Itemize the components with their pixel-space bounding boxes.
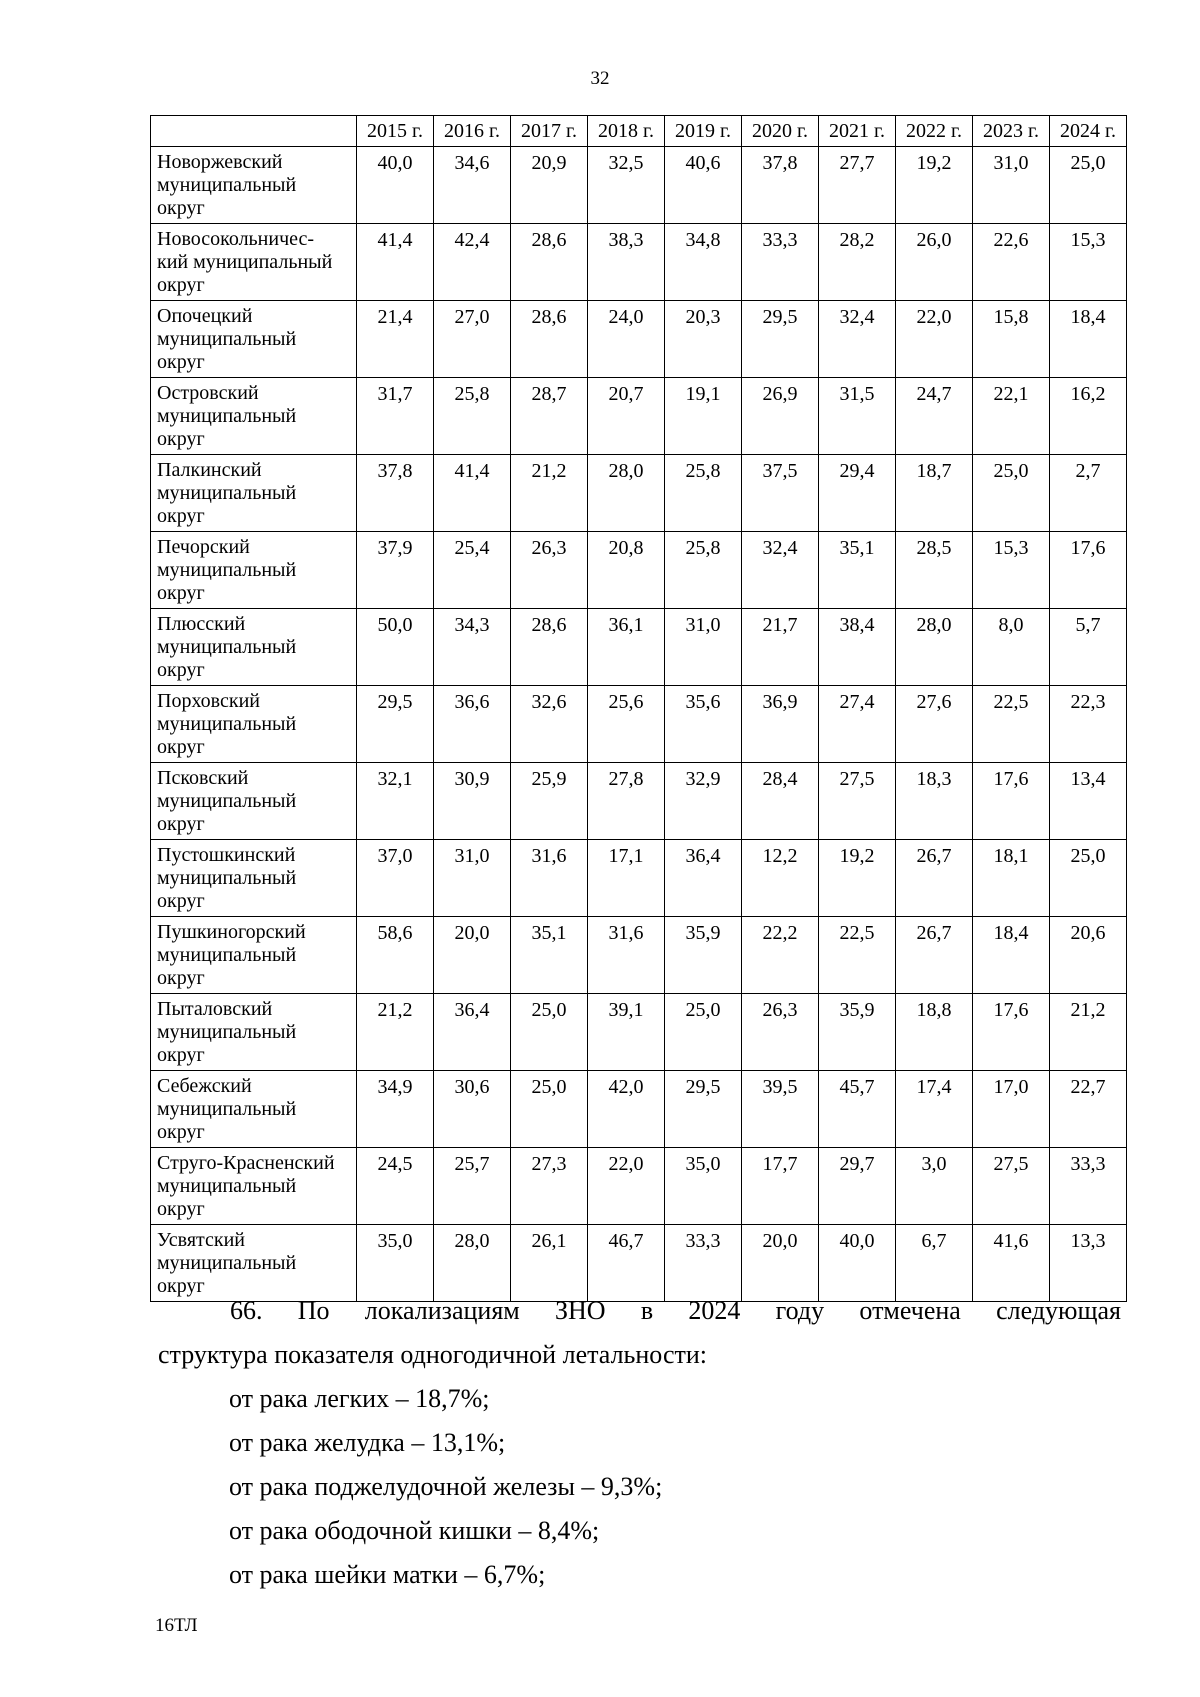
value-cell: 20,6 [1050,917,1127,994]
paragraph-66 [158,1289,1121,1377]
value-cell: 18,8 [896,994,973,1071]
value-cell: 35,9 [819,994,896,1071]
value-cell: 20,3 [665,301,742,378]
value-cell: 58,6 [357,917,434,994]
value-cell: 32,6 [511,686,588,763]
district-name-cell: Порховский муниципальный округ [151,686,357,763]
value-cell: 19,2 [896,147,973,224]
value-cell: 27,7 [819,147,896,224]
value-cell: 36,6 [434,686,511,763]
value-cell: 40,0 [819,1225,896,1302]
value-cell: 6,7 [896,1225,973,1302]
document-code: 16ТЛ [155,1615,198,1636]
header-cell: 2015 г. [357,116,434,147]
value-cell: 41,6 [973,1225,1050,1302]
value-cell: 26,1 [511,1225,588,1302]
value-cell: 12,2 [742,840,819,917]
value-cell: 21,4 [357,301,434,378]
value-cell: 28,5 [896,532,973,609]
value-cell: 37,5 [742,455,819,532]
value-cell: 41,4 [434,455,511,532]
value-cell: 20,7 [588,378,665,455]
header-cell: 2019 г. [665,116,742,147]
value-cell: 26,0 [896,224,973,301]
value-cell: 34,6 [434,147,511,224]
value-cell: 37,8 [742,147,819,224]
value-cell: 25,8 [665,532,742,609]
value-cell: 22,5 [819,917,896,994]
value-cell: 35,6 [665,686,742,763]
value-cell: 45,7 [819,1071,896,1148]
value-cell: 37,9 [357,532,434,609]
value-cell: 15,3 [973,532,1050,609]
value-cell: 21,2 [357,994,434,1071]
value-cell: 25,0 [511,994,588,1071]
value-cell: 13,3 [1050,1225,1127,1302]
value-cell: 35,1 [819,532,896,609]
value-cell: 26,9 [742,378,819,455]
value-cell: 31,5 [819,378,896,455]
table-row [151,1071,1127,1148]
value-cell: 20,8 [588,532,665,609]
district-name-cell: Пустошкинский муниципальный округ [151,840,357,917]
value-cell: 13,4 [1050,763,1127,840]
value-cell: 31,6 [588,917,665,994]
value-cell: 22,7 [1050,1071,1127,1148]
value-cell: 19,2 [819,840,896,917]
value-cell: 36,1 [588,609,665,686]
value-cell: 17,4 [896,1071,973,1148]
district-name-cell: Плюсский муниципальный округ [151,609,357,686]
list-item: от рака ободочной кишки – 8,4%; [229,1516,600,1545]
value-cell: 17,1 [588,840,665,917]
value-cell: 29,5 [742,301,819,378]
paragraph-line: 66. По локализациям ЗНО в 2024 году отмечена следующая [230,1296,1121,1325]
value-cell: 22,0 [588,1148,665,1225]
value-cell: 46,7 [588,1225,665,1302]
value-cell: 37,8 [357,455,434,532]
value-cell: 38,4 [819,609,896,686]
value-cell: 27,8 [588,763,665,840]
value-cell: 24,0 [588,301,665,378]
table-body [151,147,1127,1302]
list-item: от рака желудка – 13,1%; [229,1428,506,1457]
value-cell: 30,9 [434,763,511,840]
value-cell: 21,2 [511,455,588,532]
value-cell: 31,6 [511,840,588,917]
value-cell: 37,0 [357,840,434,917]
value-cell: 16,2 [1050,378,1127,455]
value-cell: 24,5 [357,1148,434,1225]
value-cell: 20,0 [434,917,511,994]
value-cell: 41,4 [357,224,434,301]
table-row [151,840,1127,917]
table-header-row [151,116,1127,147]
value-cell: 34,9 [357,1071,434,1148]
value-cell: 28,0 [434,1225,511,1302]
value-cell: 25,0 [665,994,742,1071]
value-cell: 28,2 [819,224,896,301]
value-cell: 2,7 [1050,455,1127,532]
value-cell: 29,5 [357,686,434,763]
value-cell: 18,4 [1050,301,1127,378]
district-name-cell: Пыталовский муниципальный округ [151,994,357,1071]
table-row [151,455,1127,532]
page-number: 32 [590,68,610,89]
value-cell: 25,0 [1050,840,1127,917]
header-cell: 2023 г. [973,116,1050,147]
value-cell: 17,6 [973,994,1050,1071]
value-cell: 22,6 [973,224,1050,301]
header-cell: 2021 г. [819,116,896,147]
table-row [151,609,1127,686]
district-name-cell: Себежский муниципальный округ [151,1071,357,1148]
value-cell: 25,0 [1050,147,1127,224]
table-row [151,147,1127,224]
value-cell: 32,5 [588,147,665,224]
value-cell: 28,0 [896,609,973,686]
value-cell: 19,1 [665,378,742,455]
value-cell: 25,0 [511,1071,588,1148]
value-cell: 18,3 [896,763,973,840]
mortality-table [150,115,1127,1302]
value-cell: 27,6 [896,686,973,763]
value-cell: 50,0 [357,609,434,686]
district-name-cell: Новосокольничес- кий муниципальный округ [151,224,357,301]
value-cell: 32,4 [819,301,896,378]
value-cell: 39,1 [588,994,665,1071]
value-cell: 26,7 [896,840,973,917]
value-cell: 25,8 [665,455,742,532]
value-cell: 31,0 [434,840,511,917]
localization-list [229,1377,662,1597]
value-cell: 40,0 [357,147,434,224]
list-item: от рака поджелудочной железы – 9,3%; [229,1472,663,1501]
value-cell: 25,8 [434,378,511,455]
value-cell: 26,7 [896,917,973,994]
value-cell: 32,9 [665,763,742,840]
table-row [151,917,1127,994]
value-cell: 25,7 [434,1148,511,1225]
value-cell: 39,5 [742,1071,819,1148]
value-cell: 20,0 [742,1225,819,1302]
value-cell: 33,3 [1050,1148,1127,1225]
value-cell: 36,4 [434,994,511,1071]
value-cell: 31,7 [357,378,434,455]
district-name-cell: Усвятский муниципальный округ [151,1225,357,1302]
value-cell: 29,4 [819,455,896,532]
value-cell: 42,4 [434,224,511,301]
header-cell: 2020 г. [742,116,819,147]
table-row [151,763,1127,840]
value-cell: 22,5 [973,686,1050,763]
header-cell: 2024 г. [1050,116,1127,147]
value-cell: 8,0 [973,609,1050,686]
value-cell: 26,3 [511,532,588,609]
value-cell: 22,1 [973,378,1050,455]
value-cell: 40,6 [665,147,742,224]
list-item: от рака легких – 18,7%; [229,1384,490,1413]
value-cell: 22,2 [742,917,819,994]
header-cell: 2022 г. [896,116,973,147]
value-cell: 27,3 [511,1148,588,1225]
value-cell: 28,4 [742,763,819,840]
value-cell: 18,7 [896,455,973,532]
value-cell: 33,3 [742,224,819,301]
value-cell: 28,6 [511,301,588,378]
value-cell: 3,0 [896,1148,973,1225]
district-name-cell: Опочецкий муниципальный округ [151,301,357,378]
value-cell: 34,8 [665,224,742,301]
district-name-cell: Псковский муниципальный округ [151,763,357,840]
value-cell: 25,6 [588,686,665,763]
value-cell: 33,3 [665,1225,742,1302]
value-cell: 25,4 [434,532,511,609]
district-name-cell: Печорский муниципальный округ [151,532,357,609]
value-cell: 34,3 [434,609,511,686]
list-item: от рака шейки матки – 6,7%; [229,1560,546,1589]
value-cell: 28,6 [511,609,588,686]
value-cell: 27,4 [819,686,896,763]
table-row [151,532,1127,609]
value-cell: 17,0 [973,1071,1050,1148]
table-row [151,1148,1127,1225]
district-name-cell: Пушкиногорский муниципальный округ [151,917,357,994]
value-cell: 20,9 [511,147,588,224]
table-row [151,686,1127,763]
value-cell: 35,9 [665,917,742,994]
table-row [151,224,1127,301]
district-name-cell: Струго-Красненский муниципальный округ [151,1148,357,1225]
value-cell: 21,7 [742,609,819,686]
value-cell: 28,7 [511,378,588,455]
header-cell: 2018 г. [588,116,665,147]
value-cell: 35,0 [357,1225,434,1302]
value-cell: 27,5 [819,763,896,840]
value-cell: 31,0 [973,147,1050,224]
district-name-cell: Новоржевский муниципальный округ [151,147,357,224]
value-cell: 36,9 [742,686,819,763]
value-cell: 38,3 [588,224,665,301]
value-cell: 27,0 [434,301,511,378]
value-cell: 24,7 [896,378,973,455]
value-cell: 15,3 [1050,224,1127,301]
header-cell: 2017 г. [511,116,588,147]
value-cell: 25,9 [511,763,588,840]
paragraph-line: структура показателя одногодичной летальности: [158,1340,707,1369]
value-cell: 26,3 [742,994,819,1071]
value-cell: 32,1 [357,763,434,840]
value-cell: 32,4 [742,532,819,609]
value-cell: 28,0 [588,455,665,532]
value-cell: 35,0 [665,1148,742,1225]
value-cell: 28,6 [511,224,588,301]
value-cell: 30,6 [434,1071,511,1148]
value-cell: 21,2 [1050,994,1127,1071]
value-cell: 15,8 [973,301,1050,378]
district-name-cell: Палкинский муниципальный округ [151,455,357,532]
value-cell: 29,7 [819,1148,896,1225]
value-cell: 17,6 [1050,532,1127,609]
district-name-cell: Островский муниципальный округ [151,378,357,455]
value-cell: 17,7 [742,1148,819,1225]
header-cell [151,116,357,147]
table-row [151,994,1127,1071]
value-cell: 17,6 [973,763,1050,840]
header-cell: 2016 г. [434,116,511,147]
value-cell: 5,7 [1050,609,1127,686]
value-cell: 22,0 [896,301,973,378]
value-cell: 18,4 [973,917,1050,994]
value-cell: 22,3 [1050,686,1127,763]
value-cell: 36,4 [665,840,742,917]
value-cell: 25,0 [973,455,1050,532]
table-row [151,378,1127,455]
value-cell: 18,1 [973,840,1050,917]
value-cell: 29,5 [665,1071,742,1148]
value-cell: 31,0 [665,609,742,686]
table-row [151,301,1127,378]
value-cell: 35,1 [511,917,588,994]
value-cell: 27,5 [973,1148,1050,1225]
value-cell: 42,0 [588,1071,665,1148]
